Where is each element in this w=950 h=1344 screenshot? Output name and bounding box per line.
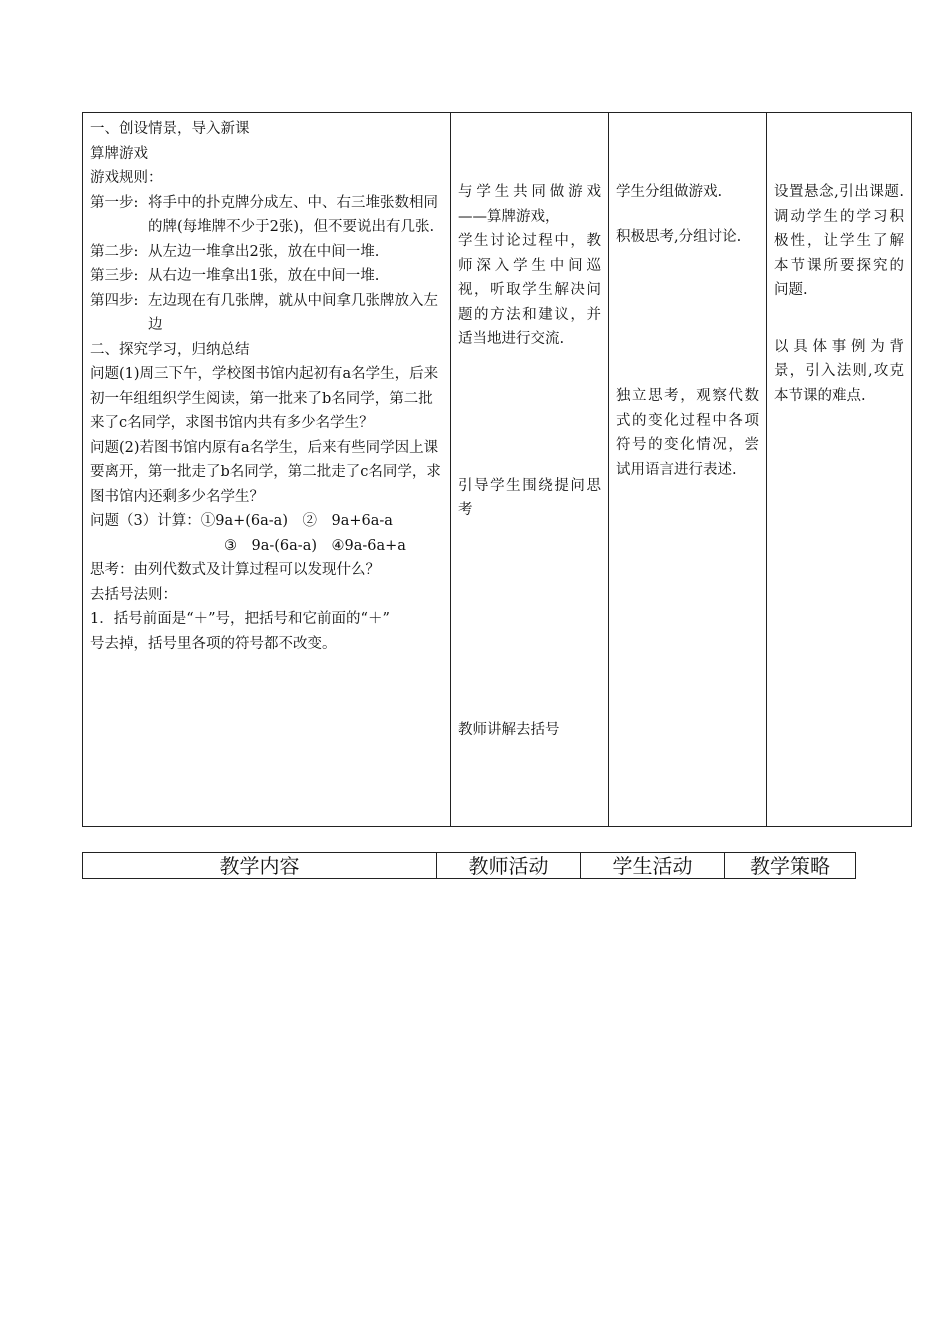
think-question: 思考：由列代数式及计算过程可以发现什么？ <box>90 562 380 578</box>
teacher-activity-4: 教师讲解去括号 <box>458 721 560 738</box>
table-row <box>83 853 856 879</box>
question-3-line-1: 问题（3）计算：①9a+(6a-a) ② 9a+6a-a <box>90 513 393 529</box>
teacher-activity-cell <box>451 113 609 827</box>
step-label: 第二步: <box>90 243 139 260</box>
teacher-activity-2: 学生讨论过程中，教师深入学生中间巡视，听取学生解决问题的方法和建议，并适当地进行交流. <box>458 233 601 347</box>
student-activity-cell <box>609 113 767 827</box>
step-3 <box>90 264 443 289</box>
strategy-1: 设置悬念,引出课题.调动学生的学习积极性，让学生了解本节课所要探究的问题. <box>774 184 904 298</box>
step-2 <box>90 240 443 265</box>
lesson-table <box>82 112 912 827</box>
step-4 <box>90 289 443 338</box>
student-activity-1: 学生分组做游戏. <box>616 184 723 200</box>
teaching-strategy-cell <box>767 113 912 827</box>
rule-1-part-2: 号去掉，括号里各项的符号都不改变。 <box>90 635 337 652</box>
student-activity-3: 独立思考，观察代数式的变化过程中各项符号的变化情况，尝试用语言进行表述. <box>616 388 759 478</box>
section-heading-2: 二、探究学习，归纳总结 <box>90 341 250 358</box>
question-1: 问题(1)周三下午，学校图书馆内起初有a名学生，后来初一年组组织学生阅读，第一批来了b名同学，第二批来了c名同学，求图书馆内共有多少名学生？ <box>90 366 439 431</box>
question-2: 问题(2)若图书馆内原有a名学生，后来有些同学因上课要离开，第一批走了b名同学，第二批走了c名同学，求图书馆内还剩多少名学生？ <box>90 439 441 505</box>
column-header-table <box>82 852 856 879</box>
teacher-activity-3: 引导学生围绕提问思考 <box>458 477 601 518</box>
step-text: 从左边一堆拿出2张，放在中间一堆. <box>148 243 380 260</box>
teacher-activity-1: 与学生共同做游戏——算牌游戏， <box>458 184 601 225</box>
student-activity-2: 积极思考,分组讨论. <box>616 228 742 245</box>
game-title: 算牌游戏 <box>90 145 148 162</box>
step-1 <box>90 191 443 240</box>
question-3-line-2: ③ 9a-(6a-a) ④9a-6a+a <box>224 537 406 554</box>
step-text: 将手中的扑克牌分成左、中、右三堆张数相同的牌(每堆牌不少于2张)，但不要说出有几张. <box>148 194 438 235</box>
step-text: 左边现在有几张牌，就从中间拿几张牌放入左边 <box>148 292 438 333</box>
header-teacher-activity: 教师活动 <box>437 853 581 879</box>
header-student-activity: 学生活动 <box>581 853 725 879</box>
step-label: 第三步: <box>90 268 139 284</box>
section-heading-1: 一、创设情景，导入新课 <box>90 121 250 137</box>
step-text: 从右边一堆拿出1张，放在中间一堆. <box>148 268 380 284</box>
strategy-2: 以具体事例为背景，引入法则,攻克本节课的难点. <box>774 338 904 404</box>
step-label: 第一步: <box>90 194 139 211</box>
teaching-content-cell <box>83 113 451 827</box>
rule-title: 去括号法则： <box>90 586 177 603</box>
header-teaching-content: 教学内容 <box>83 853 437 879</box>
rule-1-part-1: 1．括号前面是“＋”号，把括号和它前面的“＋” <box>90 611 390 627</box>
rules-title: 游戏规则： <box>90 170 163 186</box>
step-label: 第四步: <box>90 292 139 309</box>
header-teaching-strategy: 教学策略 <box>725 853 856 879</box>
table-row <box>83 113 912 827</box>
